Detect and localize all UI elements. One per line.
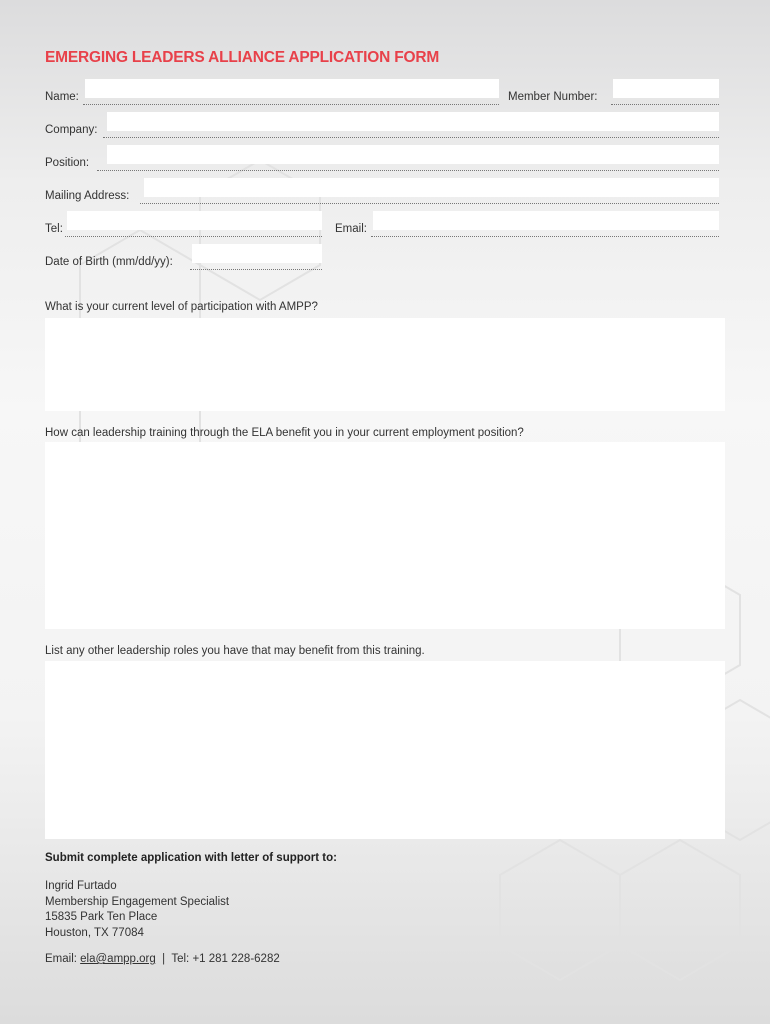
email-label: Email: [335, 223, 367, 235]
tel-email-row [45, 215, 725, 237]
contact-name: Ingrid Furtado [45, 880, 117, 892]
position-field[interactable] [107, 145, 719, 164]
name-field[interactable] [85, 79, 499, 98]
dob-row [45, 248, 345, 270]
contact-title: Membership Engagement Specialist [45, 895, 230, 908]
position-label: Position: [45, 157, 90, 169]
company-field[interactable] [107, 112, 719, 131]
contact-email-link[interactable]: ela@ampp.org [80, 953, 156, 965]
name-row [45, 83, 725, 105]
email-field[interactable] [373, 211, 719, 230]
contact-tel: +1 281 228-6282 [192, 953, 280, 965]
tel-label: Tel: [45, 223, 63, 235]
mailing-address-label: Mailing Address: [45, 190, 130, 202]
mailing-address-field[interactable] [144, 178, 719, 197]
name-label: Name: [45, 91, 79, 103]
contact-tel-label: Tel: [171, 953, 190, 965]
training-benefit-answer-box[interactable] [45, 442, 725, 629]
company-row [45, 116, 725, 138]
contact-line [45, 953, 280, 965]
mailing-contact-block [45, 879, 229, 941]
tel-field[interactable] [67, 211, 322, 230]
company-label: Company: [45, 124, 98, 136]
contact-separator: | [162, 953, 166, 965]
dob-label: Date of Birth (mm/dd/yy): [45, 256, 173, 268]
member-number-field[interactable] [613, 79, 719, 98]
member-number-label: Member Number: [508, 91, 598, 103]
other-roles-answer-box[interactable] [45, 661, 725, 839]
question-other-roles: List any other leadership roles you have that may benefit from this training. [45, 645, 425, 657]
question-training-benefit: How can leadership training through the ELA benefit you in your current employment position? [45, 427, 524, 439]
dob-field[interactable] [192, 244, 322, 263]
position-row [45, 149, 725, 171]
participation-answer-box[interactable] [45, 318, 725, 411]
contact-email-label: Email: [45, 953, 77, 965]
submit-heading: Submit complete application with letter of support to: [45, 852, 337, 864]
address-line-1: 15835 Park Ten Place [45, 911, 158, 923]
mailing-address-row [45, 182, 725, 204]
address-line-2: Houston, TX 77084 [45, 926, 144, 939]
question-participation: What is your current level of participation with AMPP? [45, 301, 318, 313]
form-title: EMERGING LEADERS ALLIANCE APPLICATION FORM [45, 49, 440, 66]
